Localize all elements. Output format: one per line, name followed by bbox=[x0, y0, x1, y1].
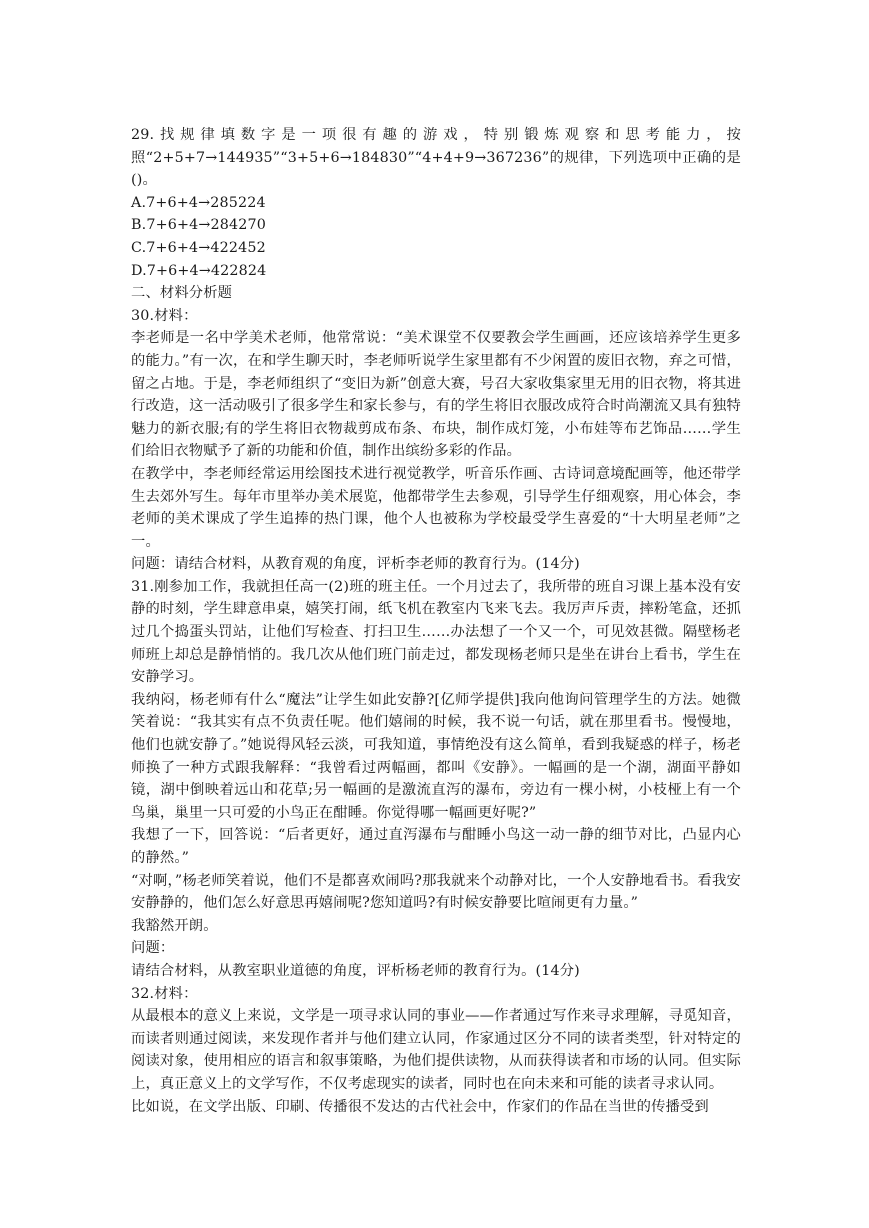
question-32-paragraph-2: 比如说，在文学出版、印刷、传播很不发达的古代社会中，作家们的作品在当世的传播受到 bbox=[131, 1098, 709, 1115]
question-30-paragraph-1: 李老师是一名中学美术老师，他常常说：“美术课堂不仅要教会学生画画，还应该培养学生更多的能力。”有一次，在和学生聊天时，李老师听说学生家里都有不少闲置的废旧衣物，弃之可惜，留之占地。于是，李老师组织了“变旧为新”创意大赛，号召大家收集家里无用的旧衣物，将其进行改造，这一活动吸引了很多学生和家长参与，有的学生将旧衣服改成符合时尚潮流又具有独特魅力的新衣服;有的学生将旧衣物裁剪成布条、布块，制作成灯笼，小布娃等布艺饰品……学生们给旧衣物赋予了新的功能和价值，制作出缤纷多彩的作品。 bbox=[131, 330, 741, 460]
question-30-paragraph-2: 在教学中，李老师经常运用绘图技术进行视觉教学，听音乐作画、古诗词意境配画等，他还带学生去郊外写生。每年市里举办美术展览，他都带学生去参观，引导学生仔细观察，用心体会，李老师的美术课成了学生追捧的热门课，他个人也被称为学校最受学生喜爱的“十大明星老师”之一。 bbox=[131, 465, 741, 550]
question-31-paragraph-2: 我纳闷，杨老师有什么“魔法”让学生如此安静?[亿师学提供]我向他询问管理学生的方法。她微笑着说：“我其实有点不负责任呢。他们嬉闹的时候，我不说一句话，就在那里看书。慢慢地，他们也就安静了。”她说得风轻云淡，可我知道，事情绝没有这么简单，看到我疑惑的样子，杨老师换了一种方式跟我解释：“我曾看过两幅画，都叫《安静》。一幅画的是一个湖，湖面平静如镜，湖中倒映着远山和花草;另一幅画的是激流直泻的瀑布，旁边有一棵小树，小枝桠上有一个鸟巢，巢里一只可爱的小鸟正在酣睡。你觉得哪一幅画更好呢?” bbox=[131, 691, 741, 821]
question-31-prompt: 请结合材料，从教室职业道德的角度，评析杨老师的教育行为。(14分) bbox=[131, 962, 580, 979]
option-c: C.7+6+4→422452 bbox=[131, 239, 266, 256]
section-heading: 二、材料分析题 bbox=[131, 285, 233, 302]
option-d: D.7+6+4→422824 bbox=[131, 262, 267, 279]
question-30-label: 30.材料： bbox=[131, 307, 198, 324]
question-31-paragraph-4: “对啊，”杨老师笑着说，他们不是都喜欢闹吗?那我就来个动静对比，一个人安静地看书。看我安安静静的，他们怎么好意思再嬉闹呢?您知道吗?有时候安静要比喧闹更有力量。” bbox=[131, 872, 741, 912]
question-31-paragraph-1: 31.刚参加工作，我就担任高一(2)班的班主任。一个月过去了，我所带的班自习课上基本没有安静的时刻，学生肆意串桌，嬉笑打闹，纸飞机在教室内飞来飞去。我厉声斥责，摔粉笔盒，还抓过几个捣蛋头罚站，让他们写检查、打扫卫生……办法想了一个又一个，可见效甚微。隔壁杨老师班上却总是静悄悄的。我几次从他们班门前走过，都发现杨老师只是坐在讲台上看书，学生在安静学习。 bbox=[131, 578, 741, 686]
option-b: B.7+6+4→284270 bbox=[131, 217, 266, 234]
question-31-paragraph-5: 我豁然开朗。 bbox=[131, 917, 218, 934]
option-a: A.7+6+4→285224 bbox=[131, 194, 266, 211]
question-32-paragraph-1: 从最根本的意义上来说，文学是一项寻求认同的事业——作者通过写作来寻求理解，寻觅知音，而读者则通过阅读，来发现作者并与他们建立认同，作家通过区分不同的读者类型，针对特定的阅读对象，使用相应的语言和叙事策略，为他们提供读物，从而获得读者和市场的认同。但实际上，真正意义上的文学写作，不仅考虑现实的读者，同时也在向未来和可能的读者寻求认同。 bbox=[131, 1008, 741, 1092]
question-31-paragraph-3: 我想了一下，回答说：“后者更好，通过直泻瀑布与酣睡小鸟这一动一静的细节对比，凸显内心的静然。” bbox=[131, 827, 741, 866]
question-29-stem: 29.找规律填数字是一项很有趣的游戏，特别锻炼观察和思考能力，按照“2+5+7→144935”“3+5+6→184830”“4+4+9→367236”的规律，下列选项中正确的是()。 bbox=[131, 127, 741, 189]
question-31-prompt-label: 问题： bbox=[131, 940, 175, 957]
question-32-label: 32.材料： bbox=[131, 985, 198, 1002]
question-30-prompt: 问题：请结合材料，从教育观的角度，评析李老师的教育行为。(14分) bbox=[131, 556, 580, 573]
document-page bbox=[131, 124, 741, 1118]
